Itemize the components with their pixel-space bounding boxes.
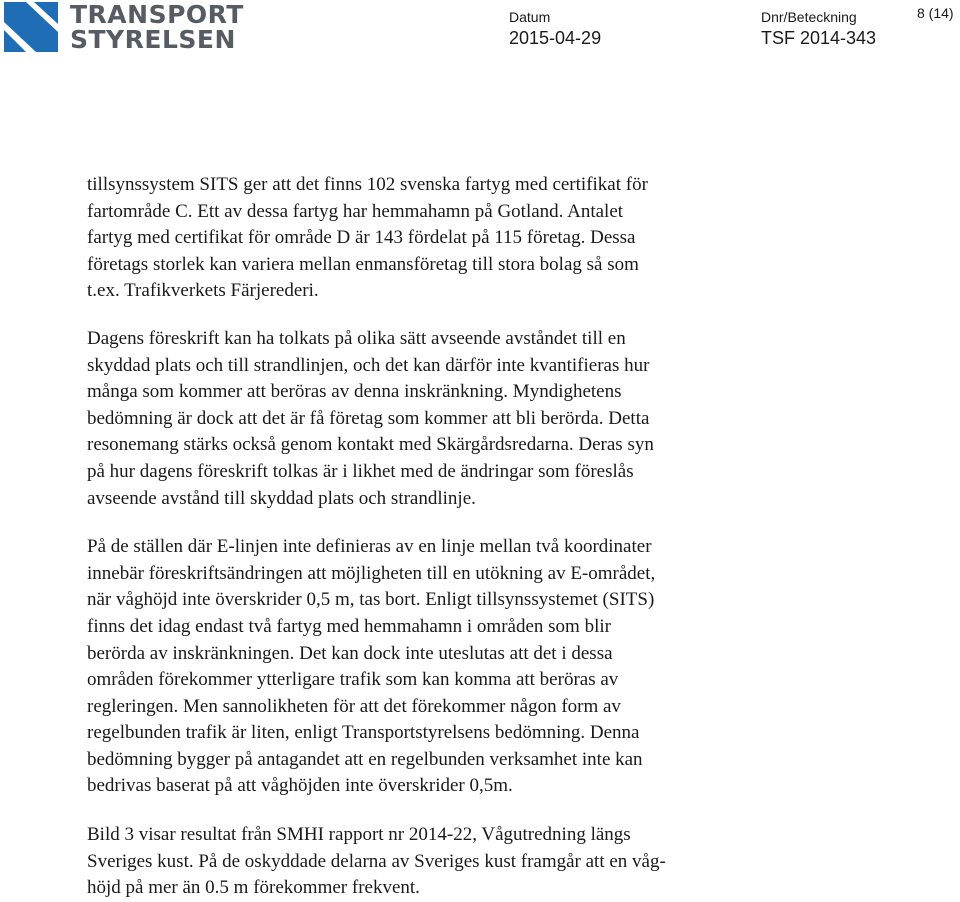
text-line: t.ex. Trafikverkets Färjerederi. bbox=[87, 280, 319, 302]
text-line: Sveriges kust. På de oskyddade delarna av Sveriges kust framgår att en våg- bbox=[87, 850, 666, 872]
reference-block bbox=[761, 9, 876, 51]
logo-mark-icon bbox=[4, 2, 58, 52]
text-line: fartområde C. Ett av dessa fartyg har hemmahamn på Gotland. Antalet bbox=[87, 200, 624, 222]
date-block bbox=[509, 9, 601, 51]
paragraph-sits-fleet bbox=[87, 172, 807, 305]
paragraph-smhi-report bbox=[87, 822, 807, 902]
text-line: berörda av inskränkningen. Det kan dock inte uteslutas att det i dessa bbox=[87, 642, 613, 664]
text-line: på hur dagens föreskrift tolkas är i likhet med de ändringar som föreslås bbox=[87, 460, 634, 482]
document-header bbox=[0, 0, 960, 60]
transportstyrelsen-logo bbox=[4, 0, 244, 54]
paragraph-e-line bbox=[87, 534, 807, 800]
page-number: 8 (14) bbox=[917, 5, 954, 21]
paragraph-current-regulation bbox=[87, 326, 807, 512]
text-line: när våghöjd inte överskrider 0,5 m, tas bort. Enligt tillsynssystemet (SITS) bbox=[87, 589, 655, 611]
text-line: På de ställen där E-linjen inte definieras av en linje mellan två koordinater bbox=[87, 536, 652, 558]
text-line: många som kommer att beröras av denna inskränkning. Myndighetens bbox=[87, 381, 622, 403]
text-line: regleringen. Men sannolikheten för att det förekommer någon form av bbox=[87, 695, 621, 717]
text-line: innebär föreskriftsändringen att möjligheten till en utökning av E-området, bbox=[87, 562, 656, 584]
reference-value: TSF 2014-343 bbox=[761, 28, 877, 48]
text-line: skyddad plats och till strandlinjen, och det kan därför inte kvantifieras hur bbox=[87, 354, 650, 376]
text-line: områden förekommer ytterligare trafik som kan komma att beröras av bbox=[87, 669, 619, 691]
logo-wordmark bbox=[70, 2, 244, 52]
date-label: Datum bbox=[509, 9, 551, 25]
logo-line-2: STYRELSEN bbox=[70, 25, 236, 54]
date-value: 2015-04-29 bbox=[509, 28, 602, 48]
text-line: avseende avstånd till skyddad plats och strandlinje. bbox=[87, 487, 476, 509]
document-body bbox=[87, 172, 807, 902]
text-line: bedömning är dock att det är få företag som kommer att bli berörda. Detta bbox=[87, 407, 650, 429]
text-line: företags storlek kan variera mellan enmansföretag till stora bolag så som bbox=[87, 253, 639, 275]
text-line: Dagens föreskrift kan ha tolkats på olika sätt avseende avståndet till en bbox=[87, 327, 626, 349]
text-line: Bild 3 visar resultat från SMHI rapport nr 2014-22, Vågutredning längs bbox=[87, 824, 631, 846]
text-line: bedömning bygger på antagandet att en regelbunden verksamhet inte kan bbox=[87, 748, 643, 770]
text-line: tillsynssystem SITS ger att det finns 102 svenska fartyg med certifikat för bbox=[87, 174, 648, 195]
text-line: finns det idag endast två fartyg med hemmahamn i områden som blir bbox=[87, 615, 611, 637]
text-line: höjd på mer än 0.5 m förekommer frekvent. bbox=[87, 877, 420, 899]
text-line: regelbunden trafik är liten, enligt Transportstyrelsens bedömning. Denna bbox=[87, 722, 640, 744]
logo-line-1: TRANSPORT bbox=[70, 0, 244, 29]
text-line: fartyg med certifikat för område D är 143 fördelat på 115 företag. Dessa bbox=[87, 227, 636, 249]
text-line: resonemang stärks också genom kontakt med Skärgårdsredarna. Deras syn bbox=[87, 434, 654, 456]
text-line: bedrivas baserat på att våghöjden inte överskrider 0,5m. bbox=[87, 775, 513, 797]
reference-label: Dnr/Beteckning bbox=[761, 9, 857, 25]
